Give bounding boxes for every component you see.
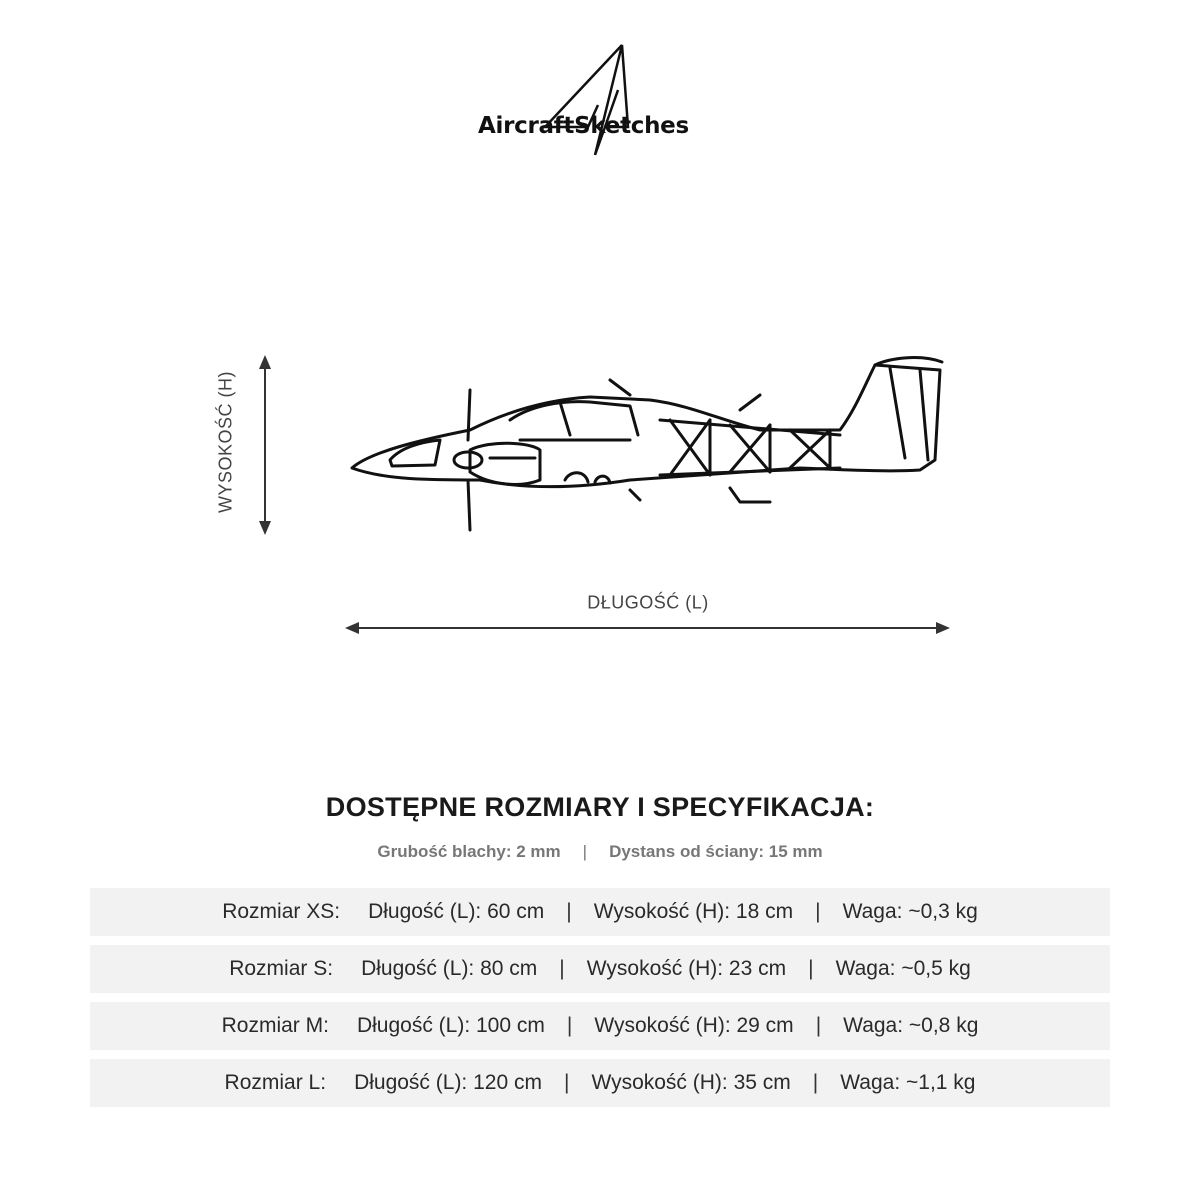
size-weight: Waga: ~0,8 kg <box>843 1014 979 1037</box>
spec-subtitle <box>0 842 1200 862</box>
size-name: Rozmiar XS: <box>222 900 341 923</box>
size-length: Długość (L): 60 cm <box>368 900 545 923</box>
separator: | <box>559 957 565 980</box>
size-row-l <box>90 1059 1110 1107</box>
size-row-xs <box>90 888 1110 936</box>
separator: | <box>566 1014 573 1037</box>
paper-plane-logo-icon <box>470 35 730 160</box>
size-length: Długość (L): 100 cm <box>356 1014 545 1037</box>
height-dimension-arrow <box>250 355 280 540</box>
separator: | <box>815 1014 822 1037</box>
sizes-table <box>90 888 1110 1116</box>
size-weight: Waga: ~0,5 kg <box>835 957 971 980</box>
size-name: Rozmiar L: <box>224 1071 327 1094</box>
size-weight: Waga: ~0,3 kg <box>842 900 978 923</box>
separator: | <box>808 957 814 980</box>
separator: | <box>563 1071 570 1094</box>
brand-logo <box>470 35 730 160</box>
length-dimension-arrow <box>345 618 950 643</box>
size-weight: Waga: ~1,1 kg <box>840 1071 976 1094</box>
aircraft-silhouette <box>330 340 970 545</box>
size-height: Wysokość (H): 18 cm <box>593 900 794 923</box>
size-name: Rozmiar S: <box>229 957 334 980</box>
height-label: WYSOKOŚĆ (H) <box>215 370 236 514</box>
size-row-m <box>90 1002 1110 1050</box>
size-height: Wysokość (H): 29 cm <box>594 1014 794 1037</box>
separator: | <box>812 1071 819 1094</box>
size-row-s <box>90 945 1110 993</box>
size-height: Wysokość (H): 23 cm <box>586 957 787 980</box>
brand-name: AircraftSketches <box>478 113 689 139</box>
wall-distance: Dystans od ściany: 15 mm <box>609 842 823 861</box>
spec-title: DOSTĘPNE ROZMIARY I SPECYFIKACJA: <box>325 792 875 822</box>
separator: | <box>566 900 572 923</box>
separator: | <box>815 900 821 923</box>
sheet-thickness: Grubość blachy: 2 mm <box>377 842 561 861</box>
size-length: Długość (L): 80 cm <box>361 957 538 980</box>
size-height: Wysokość (H): 35 cm <box>591 1071 791 1094</box>
size-length: Długość (L): 120 cm <box>354 1071 542 1094</box>
length-label: DŁUGOŚĆ (L) <box>587 592 709 613</box>
size-name: Rozmiar M: <box>221 1014 329 1037</box>
separator: | <box>582 842 588 861</box>
